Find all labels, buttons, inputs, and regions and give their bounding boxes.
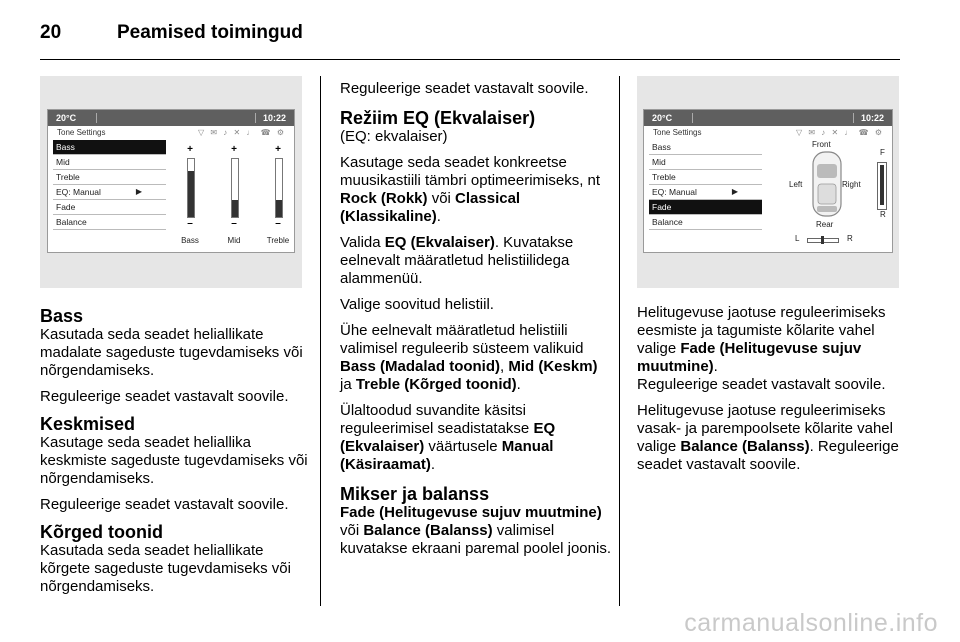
- menu-item-balance[interactable]: Balance: [649, 215, 762, 230]
- menu-item-balance[interactable]: Balance: [53, 215, 166, 230]
- fade-balance-screenshot: [637, 76, 899, 288]
- column-2: [340, 80, 612, 566]
- bass-slider-label: Bass: [181, 236, 199, 245]
- plus-icon: +: [275, 144, 281, 155]
- treble-level-fill: [276, 200, 282, 217]
- balance-paragraph: Helitugevuse jaotuse reguleerimiseks vasak- ja parempoolsete kõlarite vahel valige Balance (Balanss). Reguleerige seadet vastavalt soovile.: [637, 402, 899, 473]
- status-icons: ▽ ✉ ♪ ✕ ♩ ☎ ⚙: [197, 128, 286, 137]
- menu-item-eq[interactable]: [649, 185, 762, 200]
- treble-description: Kasutada seda seadet heliallikate kõrgete sageduste tugevdamiseks või nõrgendamiseks.: [40, 542, 291, 595]
- bass-heading: Bass: [40, 306, 84, 326]
- page-title: Peamised toimingud: [117, 22, 303, 43]
- menu-item-mid[interactable]: Mid: [649, 155, 762, 170]
- tone-menu: [53, 140, 166, 230]
- balance-slider[interactable]: [807, 238, 839, 243]
- minus-icon: –: [231, 218, 237, 229]
- column-divider-2: [619, 76, 620, 606]
- screen-title: Tone Settings: [653, 128, 702, 137]
- front-label: Front: [812, 140, 831, 149]
- minus-icon: –: [187, 218, 193, 229]
- menu-item-eq-label: EQ: Manual: [652, 187, 697, 197]
- column-1: [40, 306, 310, 604]
- status-bar: [48, 110, 294, 126]
- car-top-view-icon: [809, 150, 845, 218]
- fade-slider[interactable]: [877, 162, 887, 210]
- menu-item-treble[interactable]: Treble: [53, 170, 166, 185]
- mid-heading: Keskmised: [40, 414, 136, 434]
- bass-adjust-text: Reguleerige seadet vastavalt soovile.: [40, 388, 289, 405]
- header-divider: [40, 59, 900, 60]
- menu-item-treble[interactable]: Treble: [649, 170, 762, 185]
- fade-paragraph: Helitugevuse jaotuse reguleerimiseks eesmiste ja tagumiste kõlarite vahel valige Fade (Helitugevuse sujuv muutmine). Reguleerige seadet vastavalt soovile.: [637, 304, 886, 393]
- eq-paragraph-5: Ülaltoodud suvandite käsitsi reguleerimisel seadistatakse EQ (Ekvalaiser) väärtusele Manual (Käsiraamat).: [340, 402, 556, 473]
- screen-title: Tone Settings: [57, 128, 106, 137]
- mixer-heading: Mikser ja balanss: [340, 484, 490, 504]
- mid-slider[interactable]: [228, 144, 240, 234]
- clock-readout: 10:22: [262, 113, 286, 123]
- chevron-right-icon: ▶: [731, 187, 738, 196]
- fade-rear-label: R: [880, 210, 886, 219]
- menu-item-mid[interactable]: Mid: [53, 155, 166, 170]
- treble-heading: Kõrged toonid: [40, 522, 163, 542]
- menu-item-eq-label: EQ: Manual: [56, 187, 101, 197]
- treble-slider[interactable]: [272, 144, 284, 234]
- eq-paragraph-2: Valida EQ (Ekvalaiser). Kuvatakse eelnevalt määratletud helistiilidega alammenüü.: [340, 234, 574, 287]
- menu-item-fade[interactable]: Fade: [649, 200, 762, 215]
- mixer-paragraph: Fade (Helitugevuse sujuv muutmine) või Balance (Balanss) valimisel kuvatakse ekraani paremal poolel joonis.: [340, 504, 611, 557]
- bass-level-fill: [188, 171, 194, 217]
- right-label: Right: [842, 180, 861, 189]
- fade-front-label: F: [880, 148, 885, 157]
- temperature-readout: 20°C: [56, 113, 77, 123]
- tone-menu: [649, 140, 762, 230]
- plus-icon: +: [231, 144, 237, 155]
- rear-label: Rear: [816, 220, 834, 229]
- chevron-right-icon: ▶: [135, 187, 142, 196]
- mid-level-fill: [232, 200, 238, 217]
- treble-slider-label: Treble: [266, 236, 290, 245]
- column-divider-1: [320, 76, 321, 606]
- bass-slider[interactable]: [184, 144, 196, 234]
- plus-icon: +: [187, 144, 193, 155]
- eq-subtitle: (EQ: ekvalaiser): [340, 128, 448, 145]
- mid-adjust-text: Reguleerige seadet vastavalt soovile.: [40, 496, 289, 513]
- menu-item-bass[interactable]: Bass: [649, 140, 762, 155]
- display-screen: [47, 109, 295, 253]
- balance-left-label: L: [795, 234, 800, 243]
- adjust-text: Reguleerige seadet vastavalt soovile.: [340, 80, 589, 97]
- status-icons: ▽ ✉ ♪ ✕ ♩ ☎ ⚙: [795, 128, 884, 137]
- eq-paragraph-1: Kasutage seda seadet konkreetse muusikastiili tämbri optimeerimiseks, nt Rock (Rokk) või Classical (Klassikaline).: [340, 154, 601, 225]
- left-label: Left: [789, 180, 803, 189]
- balance-right-label: R: [847, 234, 853, 243]
- minus-icon: –: [275, 218, 281, 229]
- tone-settings-screenshot: [40, 76, 302, 288]
- status-bar: [644, 110, 892, 126]
- bass-description: Kasutada seda seadet heliallikate madalate sageduste tugevdamiseks või nõrgendamiseks.: [40, 326, 303, 379]
- page-number: 20: [40, 22, 62, 43]
- column-3: [637, 304, 903, 482]
- menu-item-eq[interactable]: [53, 185, 166, 200]
- menu-item-fade[interactable]: Fade: [53, 200, 166, 215]
- mid-slider-label: Mid: [227, 236, 241, 245]
- display-screen: [643, 109, 893, 253]
- watermark: carmanualsonline.info: [684, 609, 938, 637]
- eq-paragraph-3: Valige soovitud helistiil.: [340, 296, 494, 313]
- menu-item-bass[interactable]: Bass: [53, 140, 166, 155]
- eq-heading: Režiim EQ (Ekvalaiser): [340, 108, 536, 128]
- mid-description: Kasutage seda seadet heliallika keskmiste sageduste tugevdamiseks või nõrgendamiseks.: [40, 434, 308, 487]
- clock-readout: 10:22: [860, 113, 884, 123]
- eq-paragraph-4: Ühe eelnevalt määratletud helistiili valimisel reguleerib süsteem valikuid Bass (Madalad toonid), Mid (Keskm) ja Treble (Kõrged toonid).: [340, 322, 598, 393]
- temperature-readout: 20°C: [652, 113, 673, 123]
